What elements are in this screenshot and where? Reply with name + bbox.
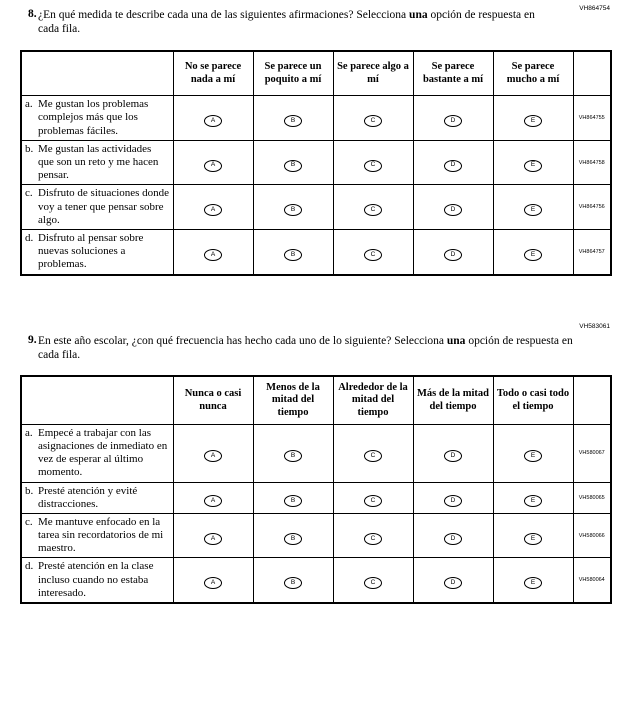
column-header: Más de la mitad del tiempo [413,376,493,424]
statement-header-blank [21,51,173,96]
statement-cell: d. Presté atención en la clase incluso cuando no estaba interesado. [21,558,173,603]
answer-bubble-b[interactable]: B [284,249,302,261]
question-9-number: 9. [28,333,37,346]
statement-cell: d. Disfruto al pensar sobre nuevas soluciones a problemas. [21,229,173,274]
answer-bubble-e[interactable]: E [524,115,542,127]
column-header: Se parece un poquito a mí [253,51,333,96]
answer-bubble-c[interactable]: C [364,249,382,261]
table-row [21,185,611,230]
statement-cell: a. Me gustan los problemas complejos más que los problemas fáciles. [21,96,173,141]
answer-bubble-b[interactable]: B [284,450,302,462]
statement-cell: b. Me gustan las actividades que son un reto y me hacen pensar. [21,140,173,185]
answer-bubble-a[interactable]: A [204,495,222,507]
answer-bubble-e[interactable]: E [524,495,542,507]
statement-cell: b. Presté atención y evité distracciones. [21,482,173,513]
table-row [21,558,611,603]
answer-bubble-e[interactable]: E [524,533,542,545]
item-code: VH580064 [573,558,611,603]
column-header: Todo o casi todo el tiempo [493,376,573,424]
answer-bubble-c[interactable]: C [364,115,382,127]
table-row [21,482,611,513]
answer-bubble-d[interactable]: D [444,160,462,172]
answer-bubble-c[interactable]: C [364,577,382,589]
question-9-prompt: En este año escolar, ¿con qué frecuencia has hecho cada uno de lo siguiente? Selecciona una opción de respuesta en cada fila. [38,334,573,361]
answer-bubble-a[interactable]: A [204,115,222,127]
column-header: No se parece nada a mí [173,51,253,96]
answer-bubble-d[interactable]: D [444,204,462,216]
item-code: VH580065 [573,482,611,513]
answer-bubble-d[interactable]: D [444,249,462,261]
item-code: VH864755 [573,96,611,141]
answer-bubble-a[interactable]: A [204,450,222,462]
table-row [21,424,611,482]
question-8 [20,5,610,276]
answer-bubble-b[interactable]: B [284,160,302,172]
answer-bubble-c[interactable]: C [364,450,382,462]
answer-bubble-e[interactable]: E [524,160,542,172]
answer-bubble-b[interactable]: B [284,577,302,589]
response-matrix-9 [20,375,612,604]
code-header-blank [573,376,611,424]
question-8-number: 8. [28,8,37,20]
item-code: VH864758 [573,140,611,185]
question-9 [20,322,610,605]
answer-bubble-e[interactable]: E [524,577,542,589]
code-header-blank [573,51,611,96]
answer-bubble-c[interactable]: C [364,495,382,507]
answer-bubble-a[interactable]: A [204,577,222,589]
column-header: Se parece mucho a mí [493,51,573,96]
item-code: VH864757 [573,229,611,274]
table-row [21,96,611,141]
statement-cell: c. Disfruto de situaciones donde voy a tener que pensar sobre algo. [21,185,173,230]
column-header: Se parece bastante a mí [413,51,493,96]
answer-bubble-c[interactable]: C [364,160,382,172]
answer-bubble-a[interactable]: A [204,204,222,216]
table-row [21,140,611,185]
answer-bubble-a[interactable]: A [204,533,222,545]
question-8-code: VH864754 [579,5,610,12]
answer-bubble-d[interactable]: D [444,533,462,545]
answer-bubble-e[interactable]: E [524,450,542,462]
statement-header-blank [21,376,173,424]
answer-bubble-d[interactable]: D [444,450,462,462]
answer-bubble-d[interactable]: D [444,577,462,589]
column-header: Se parece algo a mí [333,51,413,96]
answer-bubble-e[interactable]: E [524,204,542,216]
column-header: Nunca o casi nunca [173,376,253,424]
answer-bubble-c[interactable]: C [364,533,382,545]
table-row [21,229,611,274]
answer-bubble-d[interactable]: D [444,115,462,127]
question-9-code: VH583061 [579,322,610,330]
answer-bubble-d[interactable]: D [444,495,462,507]
answer-bubble-c[interactable]: C [364,204,382,216]
answer-bubble-a[interactable]: A [204,249,222,261]
column-header: Menos de la mitad del tiempo [253,376,333,424]
statement-cell: a. Empecé a trabajar con las asignaciones de inmediato en vez de esperar al último momento. [21,424,173,482]
answer-bubble-b[interactable]: B [284,533,302,545]
response-matrix-8 [20,50,612,276]
table-row [21,513,611,558]
item-code: VH580067 [573,424,611,482]
statement-cell: c. Me mantuve enfocado en la tarea sin recordatorios de mi maestro. [21,513,173,558]
column-header: Alrededor de la mitad del tiempo [333,376,413,424]
answer-bubble-e[interactable]: E [524,249,542,261]
answer-bubble-b[interactable]: B [284,115,302,127]
item-code: VH864756 [573,185,611,230]
answer-bubble-b[interactable]: B [284,495,302,507]
item-code: VH580066 [573,513,611,558]
question-8-prompt: ¿En qué medida te describe cada una de las siguientes afirmaciones? Selecciona una opción de respuesta en cada fila. [38,9,535,36]
answer-bubble-b[interactable]: B [284,204,302,216]
answer-bubble-a[interactable]: A [204,160,222,172]
